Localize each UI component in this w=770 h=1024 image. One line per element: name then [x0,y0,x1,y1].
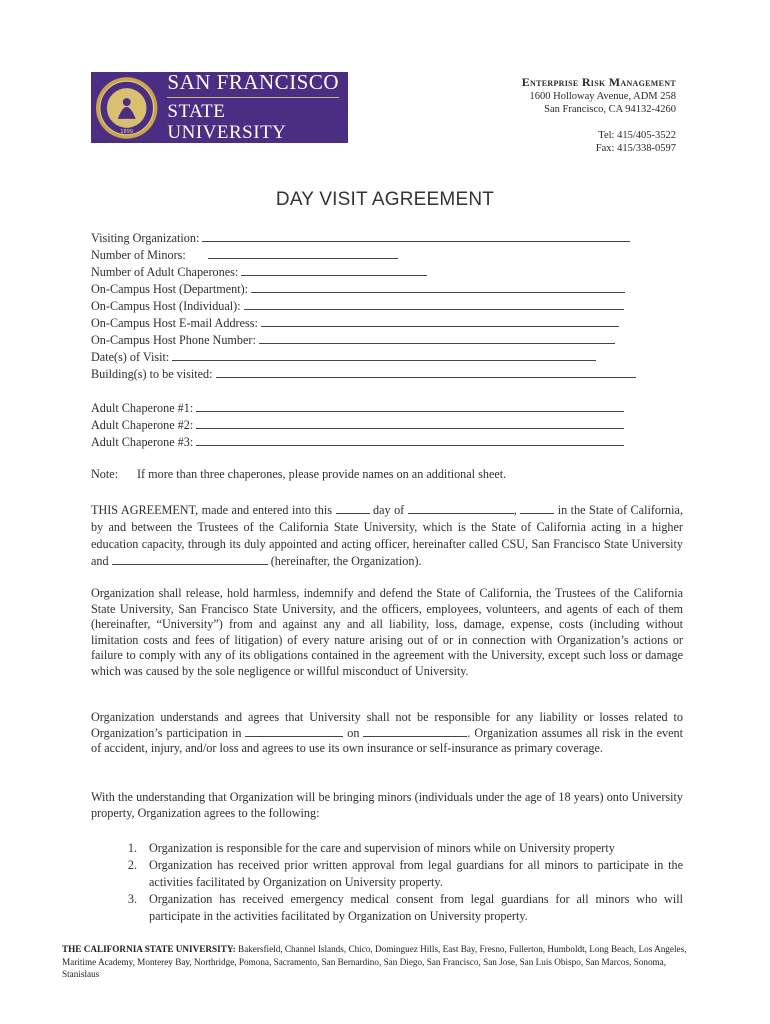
blank-month[interactable] [408,503,514,514]
field-host-department[interactable]: On-Campus Host (Department): [91,281,683,298]
agreement-paragraph-2: Organization shall release, hold harmless, indemnify and defend the State of California, the Trustees of the California State University, San Francisco State University, and the officers, employees, volunteers, and agents of each of them (hereinafter, “University”) from and against any and all liability, loss, damage, expense, costs (including without limitation costs and fees of litigation) of every nature arising out of or in connection with Organization’s actions or failure to comply with any of its obligations contained in the agreement with the University, except such loss or damage which was caused by the sole negligence or willful misconduct of University. [91,586,683,678]
field-chaperone-2[interactable]: Adult Chaperone #2: [91,417,683,434]
field-number-of-minors[interactable]: Number of Minors: [91,247,683,264]
field-chaperone-3[interactable]: Adult Chaperone #3: [91,434,683,451]
field-visiting-organization[interactable]: Visiting Organization: [91,230,683,247]
blank-activity[interactable] [245,726,343,737]
fax: Fax: 415/338-0597 [595,143,676,154]
field-host-phone[interactable]: On-Campus Host Phone Number: [91,332,683,349]
note-text: If more than three chaperones, please provide names on an additional sheet. [137,467,507,481]
csu-campus-footer [62,943,702,981]
department-name: Enterprise Risk Management [521,75,676,89]
agreement-paragraph-3: Organization understands and agrees that University shall not be responsible for any liability or losses related to Organization’s participation in on . Organization assumes all risk in the event of accident, injury, and/or loss and agrees to use its own insurance or self-insurance as primary coverage. [91,710,684,756]
field-host-email[interactable]: On-Campus Host E-mail Address: [91,315,683,332]
visit-fields [91,230,683,383]
logo-line1: SAN FRANCISCO [167,70,340,95]
list-item: 2. Organization has received prior written approval from legal guardians for all minors to participate in the activities facilitated by Organization on University property. [127,858,683,889]
field-buildings[interactable]: Building(s) to be visited: [91,366,683,383]
field-host-individual[interactable]: On-Campus Host (Individual): [91,298,683,315]
agreement-paragraph-1: THIS AGREEMENT, made and entered into this day of , in the State of California, by and between the Trustees of the California State University, which is the State of California acting in a higher education capacity, through its duly appointed and acting officer, hereinafter called CSU, San Francisco State University and (hereinafter, the Organization). [91,503,683,568]
footer-lead: THE CALIFORNIA STATE UNIVERSITY: [62,944,236,954]
blank-date[interactable] [363,726,467,737]
chaperone-fields [91,400,683,451]
field-number-of-chaperones[interactable]: Number of Adult Chaperones: [91,264,683,281]
field-chaperone-1[interactable]: Adult Chaperone #1: [91,400,683,417]
tel: Tel: 415/405-3522 [598,129,676,141]
list-item: 1. Organization is responsible for the care and supervision of minors while on University property [127,841,615,855]
address-block [522,76,676,156]
blank-organization[interactable] [112,554,268,565]
field-visit-dates[interactable]: Date(s) of Visit: [91,349,683,366]
blank-year[interactable] [520,503,554,514]
footer-campuses: Bakersfield, Channel Islands, Chico, Dominguez Hills, East Bay, Fresno, Fullerton, Humboldt, Long Beach, Los Angeles, Maritime Academy, Monterey Bay, Northridge, Pomona, Sacramento, San Bernardino, San Diego, San Francisco, San Jose, San Luis Obispo, San Marcos, Sonoma, Stanislaus [62,944,687,979]
note-label: Note: [91,467,119,481]
university-logo [91,72,348,143]
obligations-list [91,840,683,925]
page-title: DAY VISIT AGREEMENT [275,189,495,210]
logo-divider [167,97,339,98]
list-item: 3. Organization has received emergency medical consent from legal guardians for all minors who will participate in the activities facilitated by Organization on University property. [127,892,683,923]
svg-text:1899: 1899 [120,128,133,135]
note [91,467,683,482]
address-line1: 1600 Holloway Avenue, ADM 258 [529,90,676,102]
agreement-paragraph-4: With the understanding that Organization will be bringing minors (individuals under the age of 18 years) onto University property, Organization agrees to the following: [91,790,683,820]
blank-day[interactable] [336,503,370,514]
address-line2: San Francisco, CA 94132-4260 [544,104,676,115]
university-seal-icon [94,75,159,141]
logo-line2: STATE UNIVERSITY [167,101,287,144]
